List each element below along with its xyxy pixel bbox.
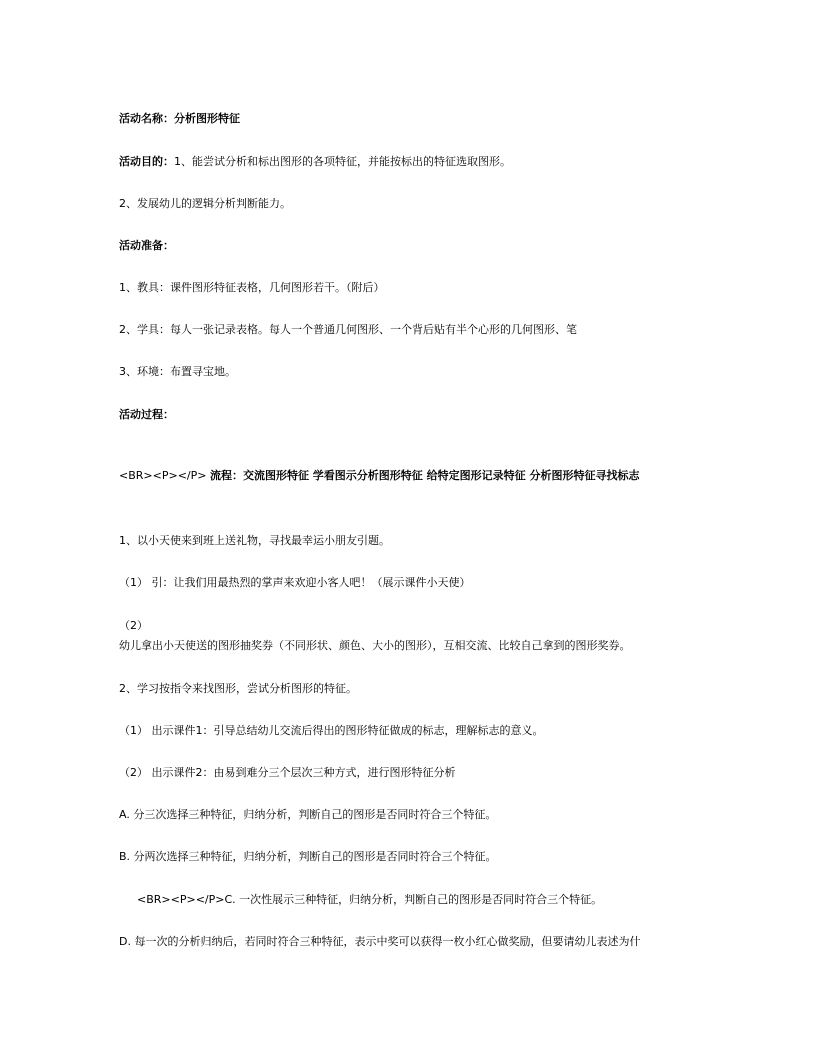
activity-name-text: 分析图形特征	[174, 112, 240, 125]
flow-prefix-text: <BR><P></P>	[119, 469, 210, 482]
activity-goal-line	[119, 155, 699, 169]
activity-process-heading: 活动过程：	[119, 408, 174, 421]
activity-goal-text: 1、能尝试分析和标出图形的各项特征，并能按标出的特征选取图形。	[174, 155, 511, 168]
activity-goal-label: 活动目的：	[119, 155, 174, 168]
process-step-d: D. 每一次的分析归纳后，若同时符合三种特征，表示中奖可以获得一枚小红心做奖励，但要请幼儿表述为什	[119, 935, 641, 948]
process-step-2-2: （2） 出示课件2：由易到难分三个层次三种方式，进行图形特征分析	[119, 766, 456, 779]
prep-item-1: 1、教具：课件图形特征表格，几何图形若干。（附后）	[119, 281, 385, 294]
activity-name-line	[119, 112, 699, 126]
prep-item-2: 2、学具：每人一张记录表格。每人一个普通几何图形、一个背后贴有半个心形的几何图形、笔	[119, 323, 577, 336]
process-step-1-1: （1） 引：让我们用最热烈的掌声来欢迎小客人吧！（展示课件小天使）	[119, 576, 471, 589]
prep-item-3: 3、环境：布置寻宝地。	[119, 365, 236, 378]
process-step-1: 1、以小天使来到班上送礼物，寻找最幸运小朋友引题。	[119, 534, 390, 547]
process-step-1-2-text: 幼儿拿出小天使送的图形抽奖券（不同形状、颜色、大小的图形），互相交流、比较自己拿到的图形奖券。	[119, 639, 631, 652]
process-step-2: 2、学习按指令来找图形，尝试分析图形的特征。	[119, 682, 357, 695]
process-flow-paragraph	[119, 467, 699, 485]
process-step-a: A. 分三次选择三种特征，归纳分析，判断自己的图形是否同时符合三个特征。	[119, 808, 497, 821]
process-step-c: <BR><P></P>C. 一次性展示三种特征，归纳分析，判断自己的图形是否同时符合三个特征。	[137, 893, 603, 906]
process-step-1-2-number: （2）	[119, 619, 148, 632]
activity-name-label: 活动名称：	[119, 112, 174, 125]
flow-bold-text: 流程：交流图形特征 学看图示分析图形特征 给特定图形记录特征 分析图形特征寻找标志	[209, 469, 640, 482]
activity-prep-heading: 活动准备：	[119, 239, 174, 252]
process-step-2-1: （1） 出示课件1：引导总结幼儿交流后得出的图形特征做成的标志，理解标志的意义。	[119, 724, 544, 737]
process-step-b: B. 分两次选择三种特征，归纳分析，判断自己的图形是否同时符合三个特征。	[119, 850, 497, 863]
goal-item-2: 2、发展幼儿的逻辑分析判断能力。	[119, 197, 291, 210]
